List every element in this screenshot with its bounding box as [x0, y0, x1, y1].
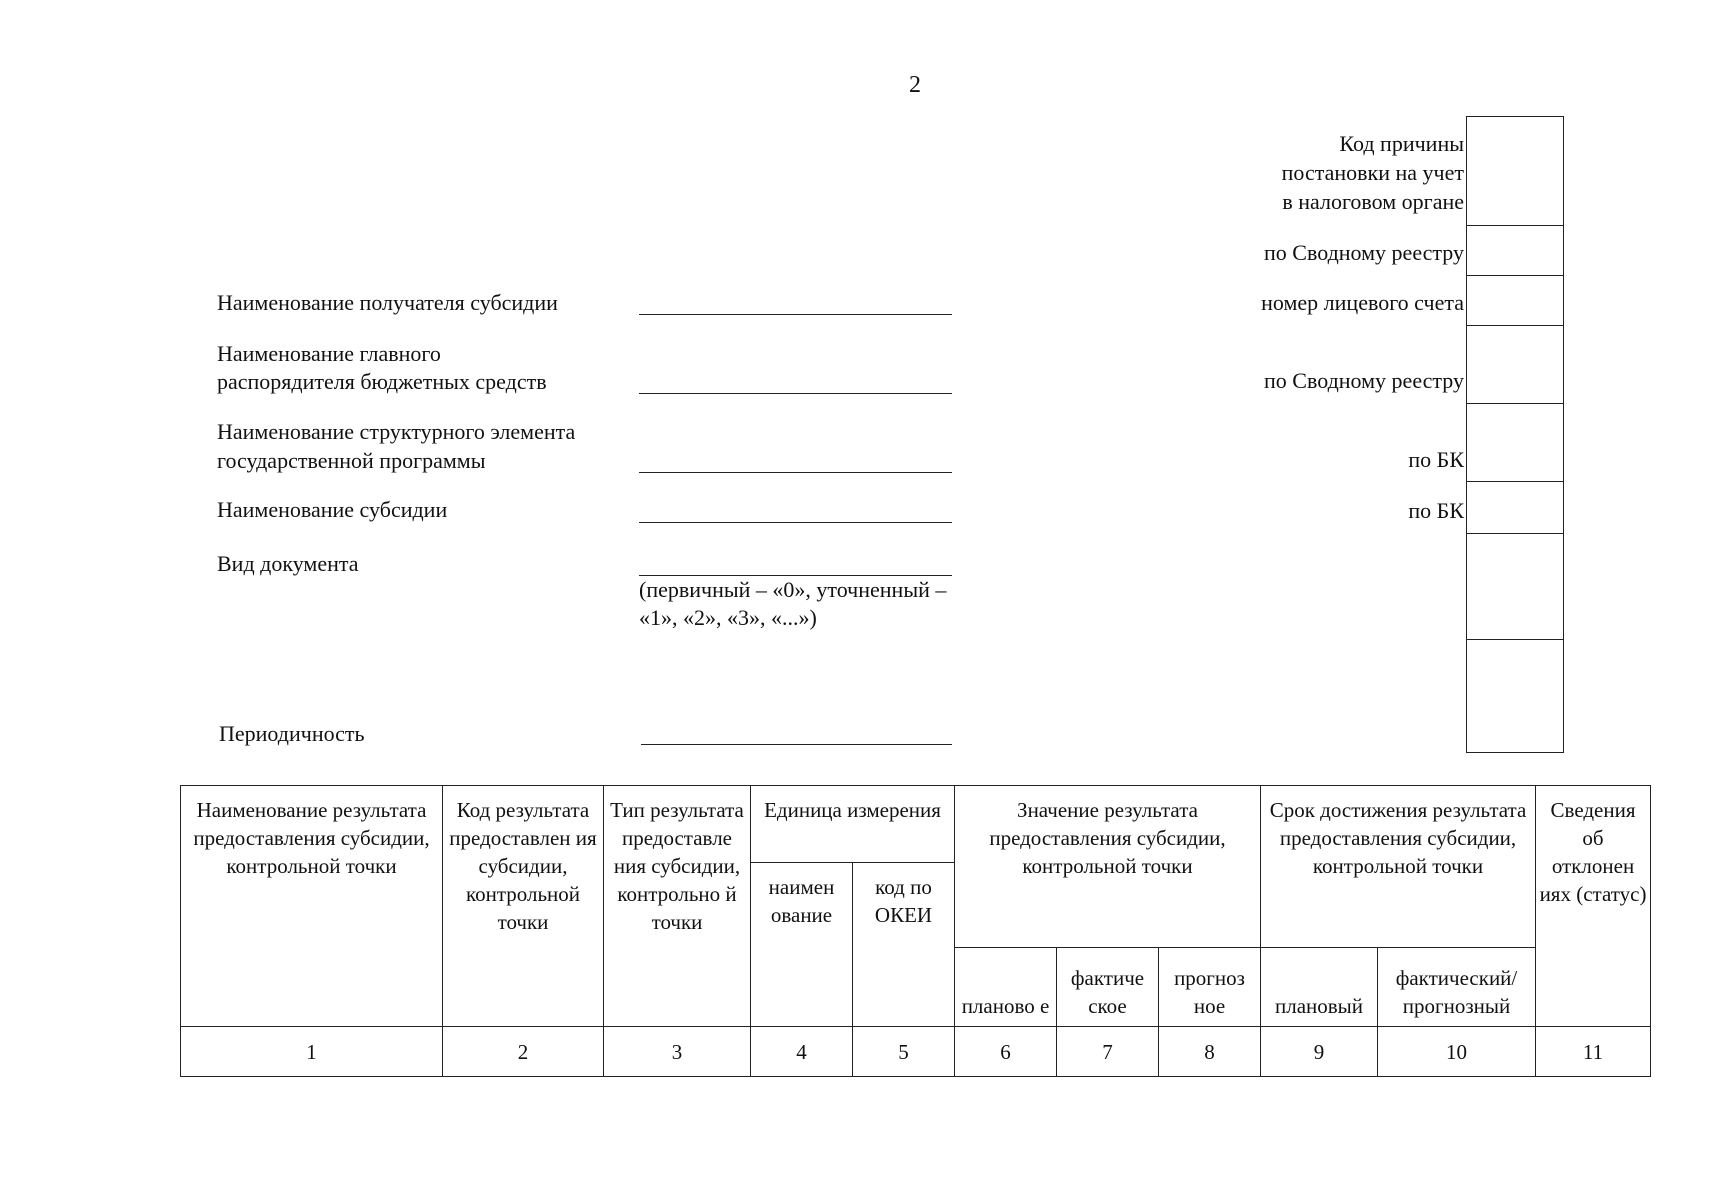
header-value-forecast: прогноз ное [1159, 948, 1261, 1027]
code-cell-kpp[interactable] [1467, 117, 1563, 226]
column-number: 4 [751, 1027, 853, 1077]
kpp-label-line1: Код причины [1339, 131, 1464, 156]
column-number: 5 [853, 1027, 955, 1077]
column-number: 10 [1378, 1027, 1536, 1077]
main-manager-label-line1: Наименование главного [217, 341, 441, 366]
header-unit-okei-code: код по ОКЕИ [853, 863, 955, 1027]
code-cell-svod-reestr-1[interactable] [1467, 225, 1563, 276]
doc-type-note-line1: (первичный – «0», уточненный – [639, 577, 947, 602]
header-value-fact: фактиче ское [1057, 948, 1159, 1027]
kpp-label-line2: постановки на учет [1281, 160, 1464, 185]
header-term-group: Срок достижения результата предоставления субсидии, контрольной точки [1261, 786, 1536, 948]
structural-element-line [639, 472, 952, 473]
code-cell-account-number[interactable] [1467, 275, 1563, 326]
recipient-line [639, 314, 952, 315]
column-number: 1 [181, 1027, 443, 1077]
table-header-row-1 [181, 786, 1651, 863]
header-result-name: Наименование результата предоставления субсидии, контрольной точки [181, 786, 443, 1027]
header-deviation-status: Сведения об отклонен иях (статус) [1536, 786, 1651, 1027]
header-result-type: Тип результата предоставле ния субсидии, контрольно й точки [604, 786, 751, 1027]
column-number: 6 [955, 1027, 1057, 1077]
svod-reestr-label-2: по Сводному реестру [1264, 368, 1464, 393]
code-cell-po-bk-2[interactable] [1467, 481, 1563, 534]
doc-type-label: Вид документа [217, 551, 359, 576]
header-unit-group: Единица измерения [751, 786, 955, 863]
kpp-label-line3: в налоговом органе [1282, 189, 1464, 214]
account-number-label: номер лицевого счета [1261, 290, 1464, 315]
code-cell-po-bk-1[interactable] [1467, 403, 1563, 482]
header-result-code: Код результата предоставлен ия субсидии, контрольной точки [443, 786, 604, 1027]
po-bk-label-2: по БК [1408, 498, 1464, 523]
page-number: 2 [909, 72, 921, 98]
main-manager-label-line2: распорядителя бюджетных средств [217, 369, 547, 394]
subsidy-label: Наименование субсидии [217, 497, 448, 522]
table-number-row [181, 1027, 1651, 1077]
doc-type-note [639, 576, 946, 632]
codes-box [1466, 116, 1564, 753]
kpp-label [1282, 129, 1464, 216]
results-table [180, 785, 1651, 1077]
main-manager-line [639, 393, 952, 394]
column-number: 2 [443, 1027, 604, 1077]
svod-reestr-label-1: по Сводному реестру [1264, 240, 1464, 265]
header-value-plan: планово е [955, 948, 1057, 1027]
po-bk-label-1: по БК [1408, 447, 1464, 472]
subsidy-line [639, 522, 952, 523]
header-unit-name: наимен ование [751, 863, 853, 1027]
periodicity-label: Периодичность [219, 721, 365, 746]
column-number: 9 [1261, 1027, 1378, 1077]
code-cell-svod-reestr-2[interactable] [1467, 325, 1563, 404]
structural-element-label-line1: Наименование структурного элемента [217, 419, 576, 444]
doc-type-note-line2: «1», «2», «3», «...») [639, 605, 817, 630]
header-term-fact: фактический/ прогнозный [1378, 948, 1536, 1027]
column-number: 8 [1159, 1027, 1261, 1077]
column-number: 11 [1536, 1027, 1651, 1077]
header-term-plan: плановый [1261, 948, 1378, 1027]
header-value-group: Значение результата предоставления субсидии, контрольной точки [955, 786, 1261, 948]
code-cell-doc-type[interactable] [1467, 533, 1563, 640]
periodicity-line [641, 744, 952, 745]
column-number: 3 [604, 1027, 751, 1077]
recipient-label: Наименование получателя субсидии [217, 290, 558, 315]
structural-element-label-line2: государственной программы [217, 448, 486, 473]
column-number: 7 [1057, 1027, 1159, 1077]
